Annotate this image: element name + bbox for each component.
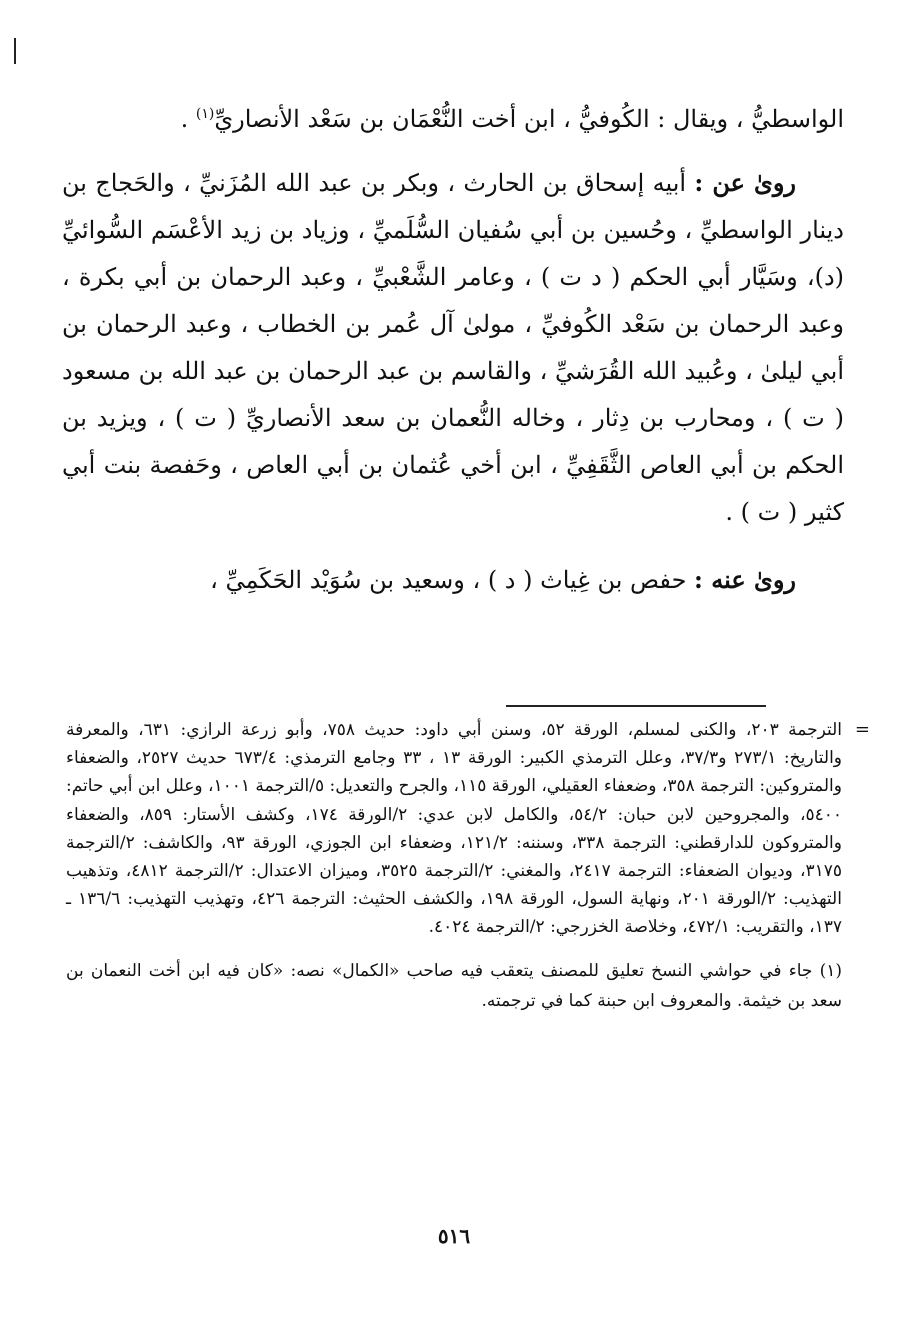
page-number: ٥١٦: [437, 1224, 471, 1248]
intro-end: .: [180, 105, 196, 133]
narrated-by-text: حفص بن غِياث ( د ) ، وسعيد بن سُوَيْد الحَكَمِيِّ ،: [210, 566, 695, 594]
narrated-by-paragraph: [62, 556, 844, 604]
narrated-by-label: روىٰ عنه :: [694, 565, 796, 594]
footnotes: [66, 716, 870, 1016]
narrated-from-text: أبيه إسحاق بن الحارث ، وبكر بن عبد الله المُزَنيِّ ، والحَجاج بن دينار الواسطيِّ ، وحُسين بن أبي سُفيان السُّلَميِّ ، وزياد بن زيد الأعْسَم السُّوائيِّ (د)، وسَيَّار أبي الحكم ( د ت ) ، وعامر الشَّعْبيِّ ، وعبد الرحمان بن أبي بكرة ، وعبد الرحمان بن سَعْد الكُوفيِّ ، مولىٰ آل عُمر بن الخطاب ، وعبد الرحمان بن أبي ليلىٰ ، وعُبيد الله القُرَشيِّ ، والقاسم بن عبد الرحمان بن عبد الله بن مسعود ( ت ) ، ومحارب بن دِثار ، وخاله النُّعمان بن سعد الأنصاريِّ ( ت ) ، ويزيد بن الحكم بن أبي العاص الثَّقَفِيِّ ، ابن أخي عُثمان بن أبي العاص ، وحَفصة بنت أبي كثير ( ت ) .: [62, 169, 844, 526]
scan-edge-mark: [14, 38, 16, 64]
references-text: الترجمة ٢٠٣، والكنى لمسلم، الورقة ٥٢، وسنن أبي داود: حديث ٧٥٨، وأبو زرعة الرازي: ٦٣١، والمعرفة والتاريخ: ٢٧٣/١ و٣٧/٣، وعلل الترمذي الكبير: الورقة ١٣ ، ٣٣ وجامع الترمذي: ٦٧٣/٤ حديث ٢٥٢٧، والضعفاء والمتروكين: الترجمة ٣٥٨، وضعفاء العقيلي، الورقة ١١٥، والجرح والتعديل: ٥/الترجمة ١٠٠١، وعلل ابن أبي حاتم: ٥٤٠٠، والمجروحين لابن حبان: ٥٤/٢، والكامل لابن عدي: ٢/الورقة ١٧٤، وكشف الأستار: ٨٥٩، والضعفاء والمتروكون للدارقطني: الترجمة ٣٣٨، وسننه: ١٢١/٢، وضعفاء ابن الجوزي، الورقة ٩٣، والكاشف: ٢/الترجمة ٣١٧٥، وديوان الضعفاء: الترجمة ٢٤١٧، والمغني: ٢/الترجمة ٣٥٢٥، وميزان الاعتدال: ٢/الترجمة ٤٨١٢، وتذهيب التهذيب: ٢/الورقة ٢٠١، ونهاية السول، الورقة ١٩٨، والكشف الحثيث: الترجمة ٤٢٦، وتهذيب التهذيب: ١٣٦/٦ ـ ١٣٧، والتقريب: ٤٧٢/١، وخلاصة الخزرجي: ٢/الترجمة ٤٠٢٤.: [66, 720, 843, 938]
intro-text: الواسطيُّ ، ويقال : الكُوفيُّ ، ابن أخت النُّعْمَان بن سَعْد الأنصاريِّ: [214, 105, 844, 133]
main-text: [62, 96, 844, 604]
footnote-separator: [506, 705, 766, 707]
continuation-mark: =: [854, 719, 870, 740]
footnote-ref: (١): [195, 106, 215, 122]
narrated-from-paragraph: [62, 159, 844, 536]
footnote-1: (١) جاء في حواشي النسخ تعليق للمصنف يتعقب فيه صاحب «الكمال» نصه: «كان فيه ابن أخت النعمان بن سعد بن خيثمة. والمعروف ابن حبنة كما في ترجمته.: [66, 960, 842, 1011]
references-block: [66, 716, 870, 942]
narrated-from-label: روىٰ عن :: [694, 168, 796, 197]
intro-line: [62, 96, 844, 143]
